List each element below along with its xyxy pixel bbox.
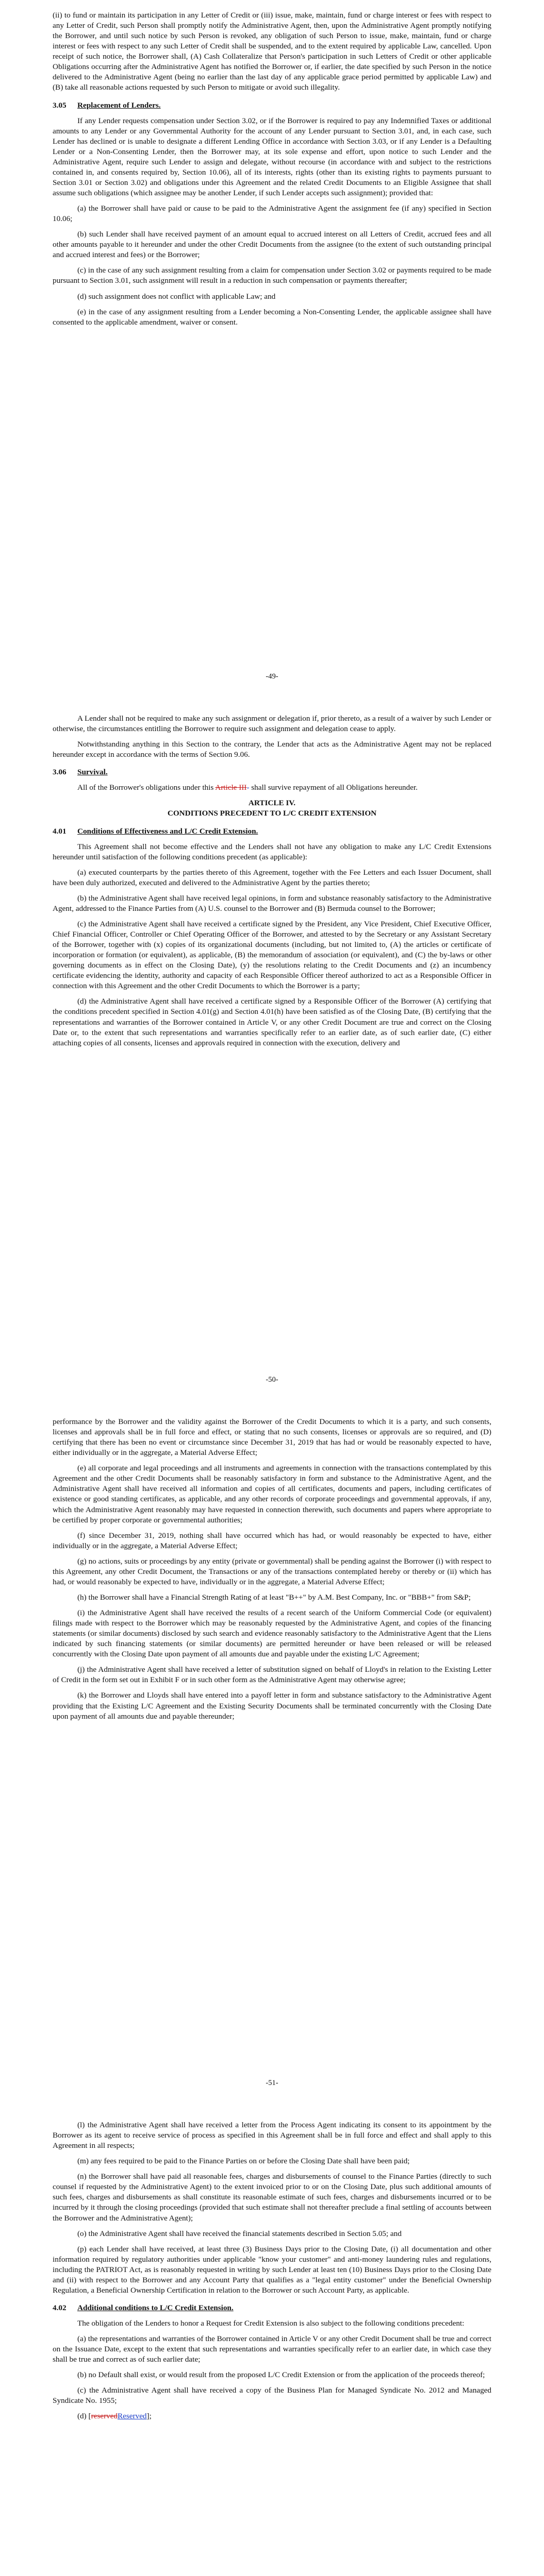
document-page-51 xyxy=(0,1406,544,2110)
paragraph: This Agreement shall not become effective and the Lenders shall not have any obligation to make any L/C Credit Extensions hereunder until satisfaction of the following conditions precedent (as applicable): xyxy=(53,842,491,861)
inserted-text: Reserved xyxy=(118,2412,147,2421)
list-item: (f) since December 31, 2019, nothing shall have occurred which has had, or would reasonably be expected to have, either individually or in the aggregate, a Material Adverse Effect; xyxy=(53,1531,491,1550)
list-item: (a) the Borrower shall have paid or cause to be paid to the Administrative Agent the assignment fee (if any) specified in Section 10.06; xyxy=(53,204,491,224)
section-heading-4-01: 4.01 Conditions of Effectiveness and L/C Credit Extension. xyxy=(53,826,258,836)
article-title: ARTICLE IV. xyxy=(248,799,296,808)
section-heading-3-06: 3.06 Survival. xyxy=(53,768,108,777)
paragraph: A Lender shall not be required to make any such assignment or delegation if, prior thereto, as a result of a waiver by such Lender or otherwise, the circumstances entitling the Borrower to require such assignment and delegation cease to apply. xyxy=(53,714,491,734)
list-item: (n) the Borrower shall have paid all reasonable fees, charges and disbursements of counsel to the Finance Parties (directly to such counsel if requested by the Administrative Agent) to the extent invoiced prior to or on the Closing Date, plus such additional amounts of such fees, charges and disbursements as shall constitute its reasonable estimate of such fees, charges and disbursements incurred or to be incurred by it through the closing proceedings (provided that such estimate shall not thereafter preclude a final settling of accounts between the Borrower and the Administrative Agent); xyxy=(53,2172,491,2223)
list-item: (m) any fees required to be paid to the Finance Parties on or before the Closing Date shall have been paid; xyxy=(77,2157,410,2166)
paragraph: (ii) to fund or maintain its participation in any Letter of Credit or (iii) issue, make, maintain, fund or charge interest or fees with respect to any Letter of Credit, such Person shall promptly notify the Administrative Agent, then, upon the Administrative Agent promptly notifying the Borrower, and until such notice by such Person is revoked, any obligation of such Person to issue, make, maintain, fund or charge interest or fees with respect to any such Letter of Credit shall be suspended, and to the extent required by applicable Law, cancelled. Upon receipt of such notice, the Borrower shall, (A) Cash Collateralize that Person's participation in such Letters of Credit or other applicable Obligations occurring after the Administrative Agent has notified the Borrower or, if earlier, the date specified by such Person in the notice delivered to the Administrative Agent (being no earlier than the last day of any applicable grace period permitted by applicable Law) and (B) take all reasonable actions requested by such Person to mitigate or avoid such illegality. xyxy=(53,11,491,92)
page-number: -49- xyxy=(266,672,278,681)
page-number: -51- xyxy=(266,2078,278,2087)
list-item: (c) in the case of any such assignment resulting from a claim for compensation under Section 3.02 or payments required to be made pursuant to Section 3.01, such assignment will result in a reduction in such compensation or payments thereafter; xyxy=(53,266,491,285)
list-item: (h) the Borrower shall have a Financial Strength Rating of at least "B++" by A.M. Best Company, Inc. or "BBB+" from S&P; xyxy=(77,1592,471,1602)
list-item: (b) such Lender shall have received payment of an amount equal to accrued interest on all Letters of Credit, accrued fees and all other amounts payable to it hereunder and under the other Credit Documents from the assignee (to the extent of such outstanding principal and accrued interest and fees) or the Borrower; xyxy=(53,230,491,260)
document-page-52 xyxy=(0,2110,544,2576)
list-item: (b) no Default shall exist, or would result from the proposed L/C Credit Extension or from the application of the proceeds thereof; xyxy=(77,2370,485,2380)
list-item: (a) the representations and warranties of the Borrower contained in Article V or any other Credit Document shall be true and correct on the Issuance Date, except to the extent that such representations and warranties specifically refer to an earlier date, in which case they shall be true and correct as of such earlier date; xyxy=(53,2334,491,2364)
list-item: (c) the Administrative Agent shall have received a certificate signed by the President, any Vice President, Chief Executive Officer, Chief Financial Officer, Controller or Chief Operating Officer of the Borrower, and attested to by the Secretary or any Assistant Secretary of the Borrower, together with (x) copies of its organizational documents (including, but not limited to, (A) the articles or certificate of incorporation or formation (or equivalent), as applicable, (B) the memorandum of association (or equivalent), and (C) the by-laws or other governing documents as in effect on the Closing Date), (y) the resolutions relating to the Credit Documents and (z) an incumbency certificate evidencing the identity, authority and capacity of each Responsible Officer thereof authorized to act as a Responsible Officer in connection with this Agreement and the other Credit Documents to which the Borrower is a party; xyxy=(53,919,491,991)
list-item: (g) no actions, suits or proceedings by any entity (private or governmental) shall be pending against the Borrower (i) with respect to this Agreement, any other Credit Document, the Transactions or any of the transactions contemplated hereby or thereby or (ii) which has had, or would reasonably be expected to have, individually or in the aggregate, a Material Adverse Effect; xyxy=(53,1556,491,1586)
list-item: (e) in the case of any assignment resulting from a Lender becoming a Non-Consenting Lender, the applicable assignee shall have consented to the applicable amendment, waiver or consent. xyxy=(53,307,491,327)
paragraph: If any Lender requests compensation under Section 3.02, or if the Borrower is required to pay any Indemnified Taxes or additional amounts to any Lender or any Governmental Authority for the account of any Lender pursuant to Section 3.01, and, in each case, such Lender has declined or is unable to designate a different Lending Office in accordance with Section 3.03, or if any Lender is a Defaulting Lender or a Non-Consenting Lender, then the Borrower may, at its sole expense and effort, upon notice to such Lender and the Administrative Agent, require such Lender to assign and delegate, without recourse (in accordance with and subject to the restrictions contained in, and consents required by, Section 10.06), all of its interests, rights (other than its existing rights to payments pursuant to Section 3.01 or Section 3.02) and obligations under this Agreement and the related Credit Documents to an Eligible Assignee that shall assume such obligations (which assignee may be another Lender, if such Lender accepts such assignment); provided that: xyxy=(53,116,491,197)
list-item: (b) the Administrative Agent shall have received legal opinions, in form and substance reasonably satisfactory to the Administrative Agent, addressed to the Finance Parties from (A) U.S. counsel to the Borrower and (B) Bermuda counsel to the Borrower; xyxy=(53,893,491,913)
list-item: (e) all corporate and legal proceedings and all instruments and agreements in connection with the transactions contemplated by this Agreement and the other Credit Documents shall be reasonably satisfactory in form and substance to the Administrative Agent, and the Administrative Agent shall have received all information and copies of all certificates, documents and papers, including certificates of existence or good standing certificates, as applicable, and any other records of corporate proceedings and governmental approvals, if any, which the Administrative Agent reasonably may have requested in connection therewith, such documents and papers where appropriate to be certified by proper corporate or governmental authorities; xyxy=(53,1464,491,1524)
list-item: (d) such assignment does not conflict with applicable Law; and xyxy=(77,292,276,301)
paragraph: All of the Borrower's obligations under this Article III- shall survive repayment of all Obligations hereunder. xyxy=(77,783,418,792)
list-item: (p) each Lender shall have received, at least three (3) Business Days prior to the Closing Date, (i) all documentation and other information required by regulatory authorities under applicable "know your customer" and anti-money laundering rules and regulations, including the PATRIOT Act, as is reasonably requested in writing by such Lender at least ten (10) Business Days prior to the Closing Date and (ii) with respect to the Borrower and any Account Party that qualifies as a "legal entity customer" under the Beneficial Ownership Regulation, a Beneficial Ownership Certification in relation to the Borrower or such Account Party, as applicable. xyxy=(53,2244,491,2295)
list-item: (a) executed counterparts by the parties thereto of this Agreement, together with the Fee Letters and each Issuer Document, shall have been duly authorized, executed and delivered to the Administrative Agent by the parties thereto; xyxy=(53,868,491,887)
paragraph: performance by the Borrower and the validity against the Borrower of the Credit Documents to which it is a party, and such consents, licenses and approvals shall be in full force and effect, or stating that no such consents, licenses or approvals are so required, and (D) certifying that there has been no event or circumstance since December 31, 2019 that has had or would be reasonably expected to have, either individually or in the aggregate, a Material Adverse Effect; xyxy=(53,1417,491,1458)
list-item: (o) the Administrative Agent shall have received the financial statements described in Section 5.05; and xyxy=(77,2229,402,2238)
inserted-text: - xyxy=(246,783,250,792)
list-item: (c) the Administrative Agent shall have received a copy of the Business Plan for Managed Syndicate No. 2012 and Managed Syndicate No. 1955; xyxy=(53,2386,491,2405)
document-page-50 xyxy=(0,703,544,1406)
list-item: (d) [reservedReserved]; xyxy=(77,2412,152,2421)
document-page-49 xyxy=(0,0,544,703)
list-item: (i) the Administrative Agent shall have received the results of a recent search of the Uniform Commercial Code (or equivalent) filings made with respect to the Borrower which may be reasonably requested by the Administrative Agent, and copies of the financing statements (or similar documents) disclosed by such search and evidence reasonably satisfactory to the Administrative Agent that the Liens indicated by such financing statements (or similar documents) are permitted hereunder or have been released or will be released concurrently with the Closing Date upon payment of all amounts due and payable under the existing L/C Agreement; xyxy=(53,1608,491,1659)
section-heading-3-05: 3.05 Replacement of Lenders. xyxy=(53,100,161,110)
article-subtitle: CONDITIONS PRECEDENT TO L/C CREDIT EXTENSION xyxy=(167,809,377,818)
section-heading-4-02: 4.02 Additional conditions to L/C Credit Extension. xyxy=(53,2303,234,2312)
list-item: (j) the Administrative Agent shall have received a letter of substitution signed on behalf of Lloyd's in relation to the Existing Letter of Credit in the form set out in Exhibit F or in such other form as the Administrative Agent may otherwise agree; xyxy=(53,1665,491,1685)
list-item: (k) the Borrower and Lloyds shall have entered into a payoff letter in form and substance satisfactory to the Administrative Agent providing that the Existing L/C Agreement and the Existing Security Documents shall be terminated concurrently with the Closing Date upon payment of all amounts due and payable thereunder; xyxy=(53,1691,491,1721)
paragraph: Notwithstanding anything in this Section to the contrary, the Lender that acts as the Administrative Agent may not be replaced hereunder except in accordance with the terms of Section 9.06. xyxy=(53,740,491,759)
list-item: (d) the Administrative Agent shall have received a certificate signed by a Responsible Officer of the Borrower (A) certifying that the conditions precedent specified in Section 4.01(g) and Section 4.01(h) have been satisfied as of the Closing Date, (B) certifying that the representations and warranties of the Borrower contained in Article V, or any other Credit Document are true and correct on the Closing Date or, to the extent that such representations and warranties specifically refer to an earlier date, as of such earlier date, (C) either attaching copies of all consents, licenses and approvals required in connection with the execution, delivery and xyxy=(53,997,491,1047)
deleted-text: reserved xyxy=(91,2412,118,2421)
paragraph: The obligation of the Lenders to honor a Request for Credit Extension is also subject to the following conditions precedent: xyxy=(77,2319,465,2328)
list-item: (l) the Administrative Agent shall have received a letter from the Process Agent indicating its consent to its appointment by the Borrower as its agent to receive service of process as specified in this Agreement shall be in full force and effect and shall apply to this Agreement in all respects; xyxy=(53,2121,491,2150)
page-number: -50- xyxy=(266,1375,278,1384)
deleted-text: Article III xyxy=(215,783,247,792)
